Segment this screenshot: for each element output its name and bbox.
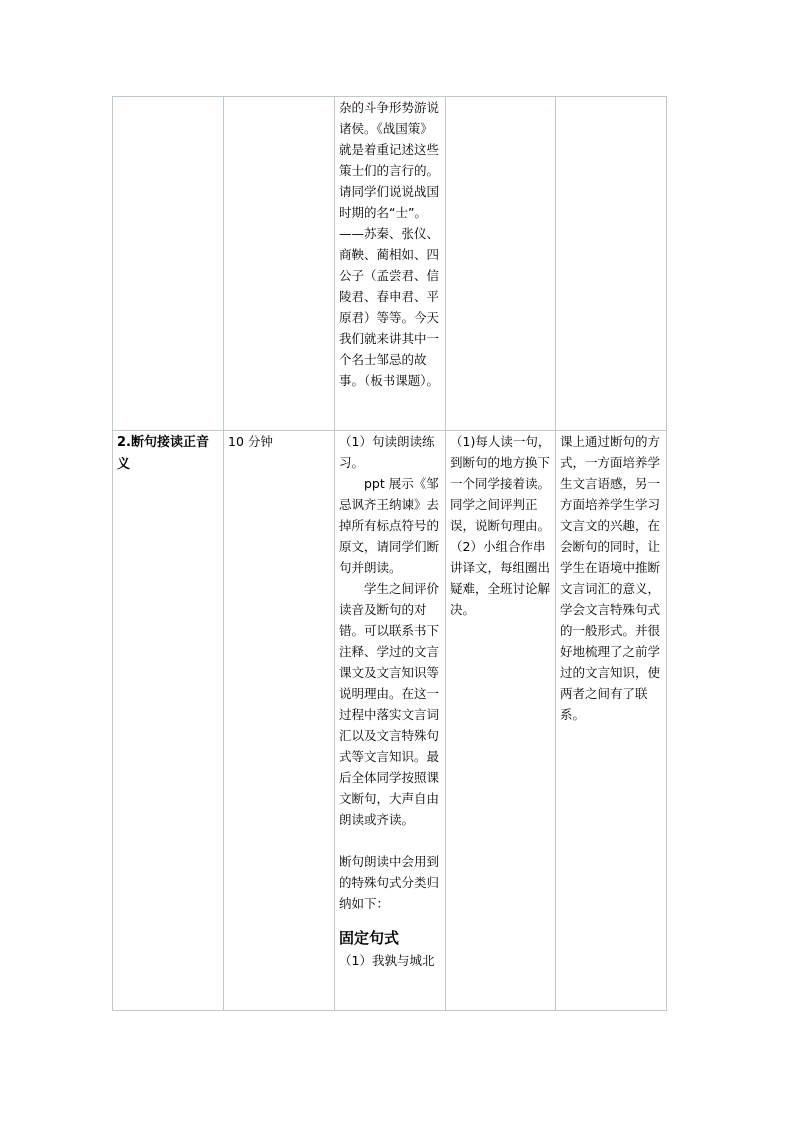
- time-cell: [224, 97, 335, 431]
- activity-paragraph: ppt 展示《邹忌讽齐王纳谏》去掉所有标点符号的原文，请同学们断句并朗读。: [339, 476, 440, 575]
- student-paragraph: （1)每人读一句，到断句的地方换下一个同学接着读。同学之间评判正误，说断句理由。: [450, 434, 551, 533]
- activity-paragraph: （1）我孰与城北: [339, 953, 435, 968]
- activity-paragraph: 学生之间评价读音及断句的对错。可以联系书下注释、学过的文言课文及文言知识等说明理由。在这一过程中落实文言词汇以及文言特殊句式等文言知识。最后全体同学按照课文断句，大声自由朗读或齐读。: [339, 581, 440, 827]
- design-intent-cell: [556, 97, 667, 431]
- table-row: [113, 97, 667, 431]
- teacher-activity-text: 杂的斗争形势游说诸侯。《战国策》就是着重记述这些策士们的言行的。请同学们说说战国时期的名“士”。——苏秦、张仪、商鞅、蔺相如、四公子（孟尝君、信陵君、春申君、平原君）等等。今天我们就来讲其中一个名士邹忌的故事。（板书课题）。: [339, 100, 440, 388]
- student-activity-cell: [446, 431, 556, 1011]
- design-intent-cell: [556, 431, 667, 1011]
- design-intent-text: 课上通过断句的方式，一方面培养学生文言语感，另一方面培养学生学习文言文的兴趣，在会断句的同时，让学生在语境中推断文言词汇的意义，学会文言特殊句式的一般形式。并很好地梳理了之前学过的文言知识，使两者之间有了联系。: [560, 434, 661, 722]
- teacher-activity-cell: [335, 431, 446, 1011]
- student-paragraph: （2）小组合作串讲译文，每组圈出疑难，全班讨论解决。: [450, 539, 551, 617]
- lesson-plan-table: [112, 96, 667, 1011]
- section-heading: 固定句式: [339, 929, 400, 947]
- activity-paragraph: （1）句读朗读练习。: [339, 434, 435, 470]
- blank-line: [339, 830, 441, 851]
- student-activity-cell: [446, 97, 556, 431]
- activity-paragraph: 断句朗读中会用到的特殊句式分类归纳如下：: [339, 854, 440, 911]
- teacher-activity-cell: [335, 97, 446, 431]
- step-cell: [113, 97, 224, 431]
- time-cell: [224, 431, 335, 1011]
- step-cell: [113, 431, 224, 1011]
- step-title: 2.断句接读正音义: [117, 435, 209, 472]
- duration-text: 10 分钟: [228, 434, 273, 449]
- table-row: [113, 431, 667, 1011]
